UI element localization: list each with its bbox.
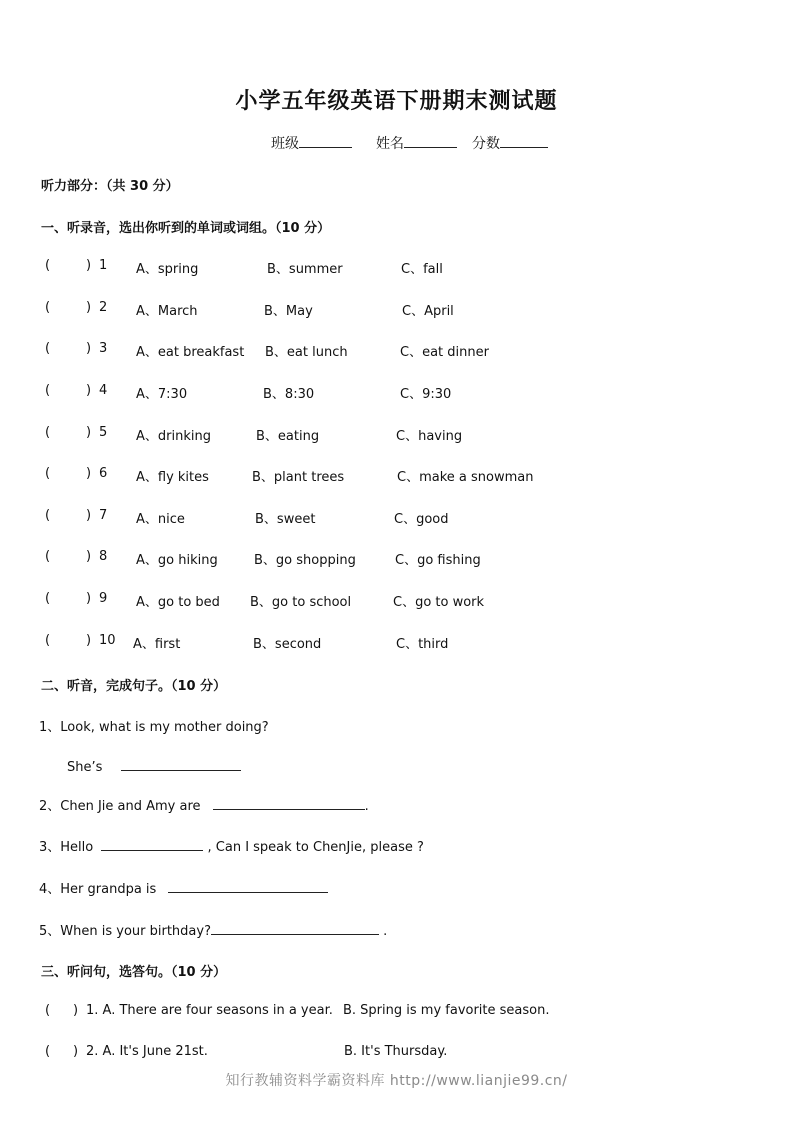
answer-paren-close: ) bbox=[73, 1044, 79, 1059]
answer-paren-close: ) bbox=[86, 383, 92, 398]
option-a: A、7:30 bbox=[136, 387, 188, 402]
answer-paren-open: ( bbox=[45, 591, 51, 606]
period: . bbox=[383, 924, 388, 939]
watermark-footer: 知行教辅资料学霸资料库 http://www.lianjie99.cn/ bbox=[225, 1073, 568, 1089]
fill-question-3 bbox=[39, 836, 424, 855]
answer-paren-close: ) bbox=[86, 300, 92, 315]
page-title: 小学五年级英语下册期末测试题 bbox=[235, 89, 558, 114]
option-b: B、summer bbox=[267, 262, 343, 277]
fill-blank-3 bbox=[101, 836, 203, 851]
score-field bbox=[472, 133, 548, 153]
answer-paren-open: ( bbox=[45, 549, 51, 564]
question-number: 2 bbox=[99, 300, 108, 315]
question-number: 10 bbox=[99, 633, 116, 648]
option-a: A、go hiking bbox=[136, 553, 218, 568]
option-c: C、fall bbox=[401, 262, 443, 277]
answer-paren-open: ( bbox=[45, 383, 51, 398]
option-c: C、April bbox=[402, 304, 454, 319]
fill-question-1: 1、Look, what is my mother doing? bbox=[39, 720, 269, 735]
fill-question-5 bbox=[39, 920, 387, 939]
answer-paren-close: ) bbox=[86, 341, 92, 356]
option-a: A、spring bbox=[136, 262, 199, 277]
class-blank bbox=[299, 133, 352, 148]
answer-paren-close: ) bbox=[86, 549, 92, 564]
answer-paren-close: ) bbox=[86, 508, 92, 523]
option-b: B、second bbox=[253, 637, 322, 652]
option-c: C、third bbox=[396, 637, 449, 652]
answer-paren-open: ( bbox=[45, 508, 51, 523]
answer-paren-open: ( bbox=[45, 258, 51, 273]
name-blank bbox=[404, 133, 457, 148]
answer-paren-open: ( bbox=[45, 425, 51, 440]
question-number: 4 bbox=[99, 383, 108, 398]
question-number: 6 bbox=[99, 466, 108, 481]
section3-heading: 三、听问句，选答句。（10 分） bbox=[41, 965, 227, 980]
option-b: B、go to school bbox=[250, 595, 352, 610]
option-c: C、go fishing bbox=[395, 553, 481, 568]
answer-paren-open: ( bbox=[45, 341, 51, 356]
option-b: B、8:30 bbox=[263, 387, 315, 402]
option-b: B、go shopping bbox=[254, 553, 356, 568]
fill-question-3-pre: 3、Hello bbox=[39, 840, 94, 855]
class-label: 班级 bbox=[271, 136, 299, 152]
answer-paren-close: ) bbox=[86, 258, 92, 273]
answer-paren-close: ) bbox=[86, 425, 92, 440]
class-field bbox=[271, 133, 352, 153]
fill-question-5-text: 5、When is your birthday? bbox=[39, 924, 211, 939]
option-b: B、eating bbox=[256, 429, 320, 444]
question-number: 5 bbox=[99, 425, 108, 440]
name-label: 姓名 bbox=[376, 136, 404, 152]
response-option-b: B. It's Thursday. bbox=[344, 1044, 448, 1059]
answer-paren-close: ) bbox=[86, 633, 92, 648]
option-a: A、nice bbox=[136, 512, 185, 527]
option-a: A、first bbox=[133, 637, 181, 652]
question-number: 1 bbox=[99, 258, 108, 273]
question-number: 3 bbox=[99, 341, 108, 356]
response-option-a: 1. A. There are four seasons in a year. bbox=[86, 1003, 333, 1018]
answer-paren-close: ) bbox=[73, 1003, 79, 1018]
fill-answer-1 bbox=[67, 756, 241, 775]
option-b: B、plant trees bbox=[252, 470, 345, 485]
option-a: A、go to bed bbox=[136, 595, 220, 610]
fill-blank-2 bbox=[213, 795, 365, 810]
answer-paren-close: ) bbox=[86, 591, 92, 606]
answer-paren-open: ( bbox=[45, 1044, 51, 1059]
option-a: A、March bbox=[136, 304, 198, 319]
response-option-b: B. Spring is my favorite season. bbox=[343, 1003, 550, 1018]
score-blank bbox=[500, 133, 548, 148]
fill-question-3-post: , Can I speak to ChenJie, please ? bbox=[207, 840, 424, 855]
score-label: 分数 bbox=[472, 136, 500, 152]
answer-paren-open: ( bbox=[45, 633, 51, 648]
response-option-a: 2. A. It's June 21st. bbox=[86, 1044, 208, 1059]
fill-question-4 bbox=[39, 878, 328, 897]
option-a: A、fly kites bbox=[136, 470, 209, 485]
option-c: C、go to work bbox=[393, 595, 485, 610]
option-b: B、eat lunch bbox=[265, 345, 348, 360]
fill-blank-4 bbox=[168, 878, 328, 893]
option-b: B、May bbox=[264, 304, 313, 319]
option-c: C、make a snowman bbox=[397, 470, 534, 485]
question-number: 7 bbox=[99, 508, 108, 523]
option-c: C、good bbox=[394, 512, 449, 527]
option-c: C、having bbox=[396, 429, 463, 444]
fill-question-2 bbox=[39, 795, 369, 814]
period: . bbox=[364, 799, 369, 814]
name-field bbox=[376, 133, 457, 153]
option-c: C、9:30 bbox=[400, 387, 452, 402]
section1-heading: 一、听录音，选出你听到的单词或词组。（10 分） bbox=[41, 221, 331, 236]
fill-question-2-text: 2、Chen Jie and Amy are bbox=[39, 799, 201, 814]
answer-paren-open: ( bbox=[45, 466, 51, 481]
fill-blank-5 bbox=[211, 920, 379, 935]
question-number: 8 bbox=[99, 549, 108, 564]
answer-paren-close: ) bbox=[86, 466, 92, 481]
option-c: C、eat dinner bbox=[400, 345, 489, 360]
fill-blank-1 bbox=[121, 756, 241, 771]
fill-answer-1-text: She’s bbox=[67, 760, 103, 775]
answer-paren-open: ( bbox=[45, 1003, 51, 1018]
question-number: 9 bbox=[99, 591, 108, 606]
option-b: B、sweet bbox=[255, 512, 316, 527]
answer-paren-open: ( bbox=[45, 300, 51, 315]
option-a: A、drinking bbox=[136, 429, 211, 444]
listening-heading: 听力部分：（共 30 分） bbox=[41, 179, 179, 194]
fill-question-4-text: 4、Her grandpa is bbox=[39, 882, 157, 897]
option-a: A、eat breakfast bbox=[136, 345, 245, 360]
section2-heading: 二、听音，完成句子。（10 分） bbox=[41, 679, 227, 694]
